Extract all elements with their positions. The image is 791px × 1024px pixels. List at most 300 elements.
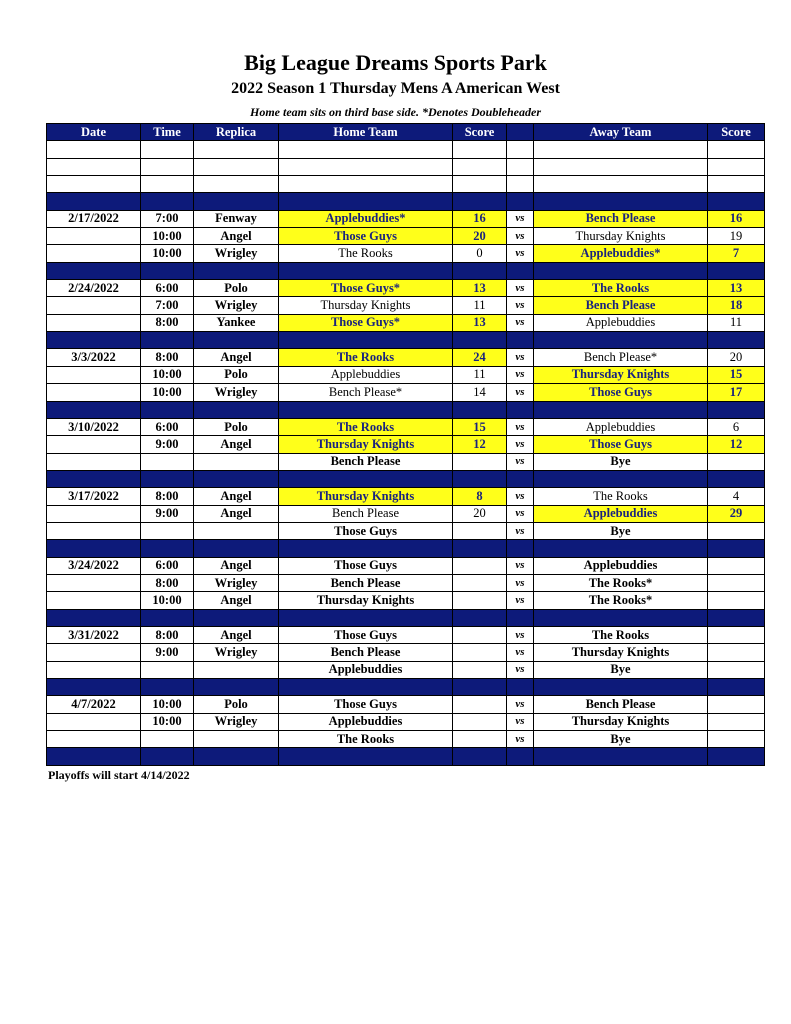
- time-cell: [141, 453, 194, 470]
- away-score-cell: [708, 731, 765, 748]
- band-cell: [708, 332, 765, 349]
- home-team-cell: Applebuddies: [279, 713, 453, 730]
- away-team-cell: Thursday Knights: [534, 366, 708, 383]
- page-title: Big League Dreams Sports Park: [244, 50, 547, 75]
- col-away-score-header: Score: [708, 124, 765, 141]
- band-cell: [279, 262, 453, 279]
- home-team-cell: Those Guys: [279, 522, 453, 539]
- empty-cell: [194, 158, 279, 175]
- band-cell: [47, 679, 141, 696]
- away-team-cell: Those Guys: [534, 436, 708, 453]
- band-cell: [47, 748, 141, 765]
- home-score-cell: 15: [453, 418, 507, 435]
- week-separator-band: [47, 332, 765, 349]
- home-score-cell: 11: [453, 366, 507, 383]
- vs-cell: vs: [507, 522, 534, 539]
- home-team-cell: Those Guys: [279, 557, 453, 574]
- replica-cell: Wrigley: [194, 384, 279, 401]
- vs-cell: vs: [507, 661, 534, 678]
- col-home-team-header: Home Team: [279, 124, 453, 141]
- replica-cell: Wrigley: [194, 644, 279, 661]
- table-row: [47, 696, 765, 713]
- vs-cell: vs: [507, 696, 534, 713]
- home-team-cell: Thursday Knights: [279, 297, 453, 314]
- replica-cell: Angel: [194, 349, 279, 366]
- vs-cell: vs: [507, 557, 534, 574]
- empty-row: [47, 158, 765, 175]
- time-cell: 7:00: [141, 297, 194, 314]
- schedule-table: [46, 123, 765, 766]
- away-team-cell: The Rooks: [534, 280, 708, 297]
- table-row: [47, 522, 765, 539]
- time-cell: 10:00: [141, 384, 194, 401]
- date-cell: [47, 297, 141, 314]
- replica-cell: Angel: [194, 557, 279, 574]
- band-cell: [194, 193, 279, 210]
- band-cell: [708, 193, 765, 210]
- band-cell: [141, 401, 194, 418]
- band-cell: [453, 401, 507, 418]
- home-score-cell: [453, 626, 507, 643]
- away-team-cell: Bye: [534, 731, 708, 748]
- vs-cell: vs: [507, 418, 534, 435]
- empty-cell: [194, 176, 279, 193]
- vs-cell: vs: [507, 228, 534, 245]
- away-team-cell: Bench Please: [534, 210, 708, 227]
- band-cell: [708, 540, 765, 557]
- away-score-cell: 29: [708, 505, 765, 522]
- home-score-cell: [453, 661, 507, 678]
- band-cell: [141, 748, 194, 765]
- vs-cell: vs: [507, 644, 534, 661]
- band-cell: [507, 748, 534, 765]
- time-cell: 6:00: [141, 418, 194, 435]
- empty-cell: [453, 141, 507, 158]
- home-team-cell: The Rooks: [279, 418, 453, 435]
- band-cell: [708, 609, 765, 626]
- away-team-cell: Bye: [534, 661, 708, 678]
- table-row: [47, 418, 765, 435]
- band-cell: [194, 470, 279, 487]
- home-score-cell: [453, 557, 507, 574]
- home-score-cell: 14: [453, 384, 507, 401]
- table-row: [47, 488, 765, 505]
- empty-cell: [453, 158, 507, 175]
- page-note: Home team sits on third base side. *Denotes Doubleheader: [250, 105, 541, 119]
- date-cell: [47, 592, 141, 609]
- away-score-cell: 16: [708, 210, 765, 227]
- home-score-cell: 13: [453, 314, 507, 331]
- band-cell: [507, 262, 534, 279]
- home-score-cell: 13: [453, 280, 507, 297]
- date-cell: 2/24/2022: [47, 280, 141, 297]
- replica-cell: Angel: [194, 626, 279, 643]
- band-cell: [47, 332, 141, 349]
- table-row: [47, 713, 765, 730]
- home-score-cell: 24: [453, 349, 507, 366]
- week-separator-band: [47, 401, 765, 418]
- band-cell: [708, 748, 765, 765]
- band-cell: [47, 193, 141, 210]
- band-cell: [453, 262, 507, 279]
- time-cell: 8:00: [141, 574, 194, 591]
- vs-cell: vs: [507, 488, 534, 505]
- week-separator-band: [47, 193, 765, 210]
- band-cell: [194, 540, 279, 557]
- band-cell: [507, 540, 534, 557]
- replica-cell: Angel: [194, 436, 279, 453]
- time-cell: 10:00: [141, 696, 194, 713]
- band-cell: [507, 193, 534, 210]
- home-score-cell: [453, 696, 507, 713]
- time-cell: 9:00: [141, 436, 194, 453]
- away-score-cell: 11: [708, 314, 765, 331]
- home-team-cell: Those Guys: [279, 228, 453, 245]
- header-row: [47, 124, 765, 141]
- time-cell: 10:00: [141, 245, 194, 262]
- home-score-cell: 20: [453, 228, 507, 245]
- time-cell: 6:00: [141, 557, 194, 574]
- vs-cell: vs: [507, 574, 534, 591]
- band-cell: [141, 470, 194, 487]
- vs-cell: vs: [507, 314, 534, 331]
- band-cell: [47, 401, 141, 418]
- band-cell: [534, 262, 708, 279]
- away-team-cell: Bench Please*: [534, 349, 708, 366]
- band-cell: [453, 193, 507, 210]
- table-row: [47, 731, 765, 748]
- week-separator-band: [47, 470, 765, 487]
- empty-row: [47, 176, 765, 193]
- away-team-cell: Applebuddies: [534, 314, 708, 331]
- home-team-cell: Applebuddies: [279, 661, 453, 678]
- away-team-cell: Applebuddies: [534, 557, 708, 574]
- vs-cell: vs: [507, 210, 534, 227]
- away-score-cell: [708, 661, 765, 678]
- table-row: [47, 626, 765, 643]
- time-cell: 9:00: [141, 505, 194, 522]
- empty-cell: [507, 141, 534, 158]
- date-cell: 4/7/2022: [47, 696, 141, 713]
- date-cell: [47, 644, 141, 661]
- table-row: [47, 228, 765, 245]
- empty-cell: [453, 176, 507, 193]
- empty-cell: [47, 176, 141, 193]
- band-cell: [507, 470, 534, 487]
- table-row: [47, 366, 765, 383]
- home-team-cell: Bench Please: [279, 453, 453, 470]
- band-cell: [453, 679, 507, 696]
- home-team-cell: Bench Please: [279, 505, 453, 522]
- date-cell: [47, 384, 141, 401]
- replica-cell: Polo: [194, 696, 279, 713]
- replica-cell: [194, 661, 279, 678]
- table-row: [47, 453, 765, 470]
- away-score-cell: 20: [708, 349, 765, 366]
- empty-cell: [141, 158, 194, 175]
- empty-cell: [141, 141, 194, 158]
- band-cell: [507, 401, 534, 418]
- away-score-cell: 12: [708, 436, 765, 453]
- week-separator-band: [47, 609, 765, 626]
- date-cell: 3/31/2022: [47, 626, 141, 643]
- col-away-team-header: Away Team: [534, 124, 708, 141]
- band-cell: [47, 609, 141, 626]
- away-score-cell: 19: [708, 228, 765, 245]
- date-cell: [47, 713, 141, 730]
- date-cell: 3/3/2022: [47, 349, 141, 366]
- replica-cell: Angel: [194, 228, 279, 245]
- away-score-cell: 7: [708, 245, 765, 262]
- away-score-cell: [708, 522, 765, 539]
- band-cell: [534, 470, 708, 487]
- time-cell: 8:00: [141, 488, 194, 505]
- vs-cell: vs: [507, 626, 534, 643]
- date-cell: [47, 574, 141, 591]
- date-cell: [47, 505, 141, 522]
- band-cell: [141, 609, 194, 626]
- away-score-cell: 13: [708, 280, 765, 297]
- band-cell: [194, 332, 279, 349]
- away-team-cell: The Rooks: [534, 488, 708, 505]
- band-cell: [507, 609, 534, 626]
- away-team-cell: The Rooks*: [534, 592, 708, 609]
- band-cell: [194, 748, 279, 765]
- table-row: [47, 644, 765, 661]
- band-cell: [194, 401, 279, 418]
- date-cell: [47, 522, 141, 539]
- replica-cell: Angel: [194, 592, 279, 609]
- band-cell: [453, 748, 507, 765]
- vs-cell: vs: [507, 384, 534, 401]
- empty-cell: [279, 141, 453, 158]
- time-cell: 8:00: [141, 349, 194, 366]
- col-replica-header: Replica: [194, 124, 279, 141]
- vs-cell: vs: [507, 297, 534, 314]
- page-subtitle: 2022 Season 1 Thursday Mens A American West: [231, 80, 560, 97]
- home-team-cell: Thursday Knights: [279, 592, 453, 609]
- home-score-cell: 0: [453, 245, 507, 262]
- band-cell: [453, 540, 507, 557]
- time-cell: 10:00: [141, 366, 194, 383]
- vs-cell: vs: [507, 366, 534, 383]
- table-row: [47, 661, 765, 678]
- replica-cell: [194, 453, 279, 470]
- col-date-header: Date: [47, 124, 141, 141]
- table-row: [47, 349, 765, 366]
- home-score-cell: [453, 574, 507, 591]
- time-cell: 8:00: [141, 314, 194, 331]
- empty-cell: [534, 141, 708, 158]
- away-team-cell: Applebuddies: [534, 418, 708, 435]
- replica-cell: Polo: [194, 418, 279, 435]
- away-team-cell: Those Guys: [534, 384, 708, 401]
- replica-cell: Wrigley: [194, 574, 279, 591]
- table-row: [47, 280, 765, 297]
- replica-cell: Wrigley: [194, 297, 279, 314]
- band-cell: [194, 262, 279, 279]
- home-team-cell: Thursday Knights: [279, 436, 453, 453]
- table-row: [47, 436, 765, 453]
- replica-cell: Fenway: [194, 210, 279, 227]
- date-cell: [47, 731, 141, 748]
- home-score-cell: [453, 731, 507, 748]
- band-cell: [279, 679, 453, 696]
- home-score-cell: 20: [453, 505, 507, 522]
- band-cell: [279, 609, 453, 626]
- empty-cell: [194, 141, 279, 158]
- empty-cell: [47, 158, 141, 175]
- col-home-score-header: Score: [453, 124, 507, 141]
- home-team-cell: Those Guys*: [279, 314, 453, 331]
- away-team-cell: Thursday Knights: [534, 644, 708, 661]
- vs-cell: vs: [507, 245, 534, 262]
- time-cell: [141, 522, 194, 539]
- band-cell: [534, 332, 708, 349]
- week-separator-band: [47, 262, 765, 279]
- away-team-cell: The Rooks: [534, 626, 708, 643]
- home-score-cell: 16: [453, 210, 507, 227]
- home-score-cell: [453, 522, 507, 539]
- band-cell: [141, 679, 194, 696]
- home-team-cell: The Rooks: [279, 349, 453, 366]
- replica-cell: Wrigley: [194, 245, 279, 262]
- away-score-cell: 18: [708, 297, 765, 314]
- col-time-header: Time: [141, 124, 194, 141]
- away-team-cell: Thursday Knights: [534, 713, 708, 730]
- table-row: [47, 245, 765, 262]
- time-cell: 8:00: [141, 626, 194, 643]
- band-cell: [141, 193, 194, 210]
- away-team-cell: Bench Please: [534, 696, 708, 713]
- band-cell: [194, 609, 279, 626]
- date-cell: [47, 245, 141, 262]
- band-cell: [47, 262, 141, 279]
- home-score-cell: 12: [453, 436, 507, 453]
- date-cell: 3/24/2022: [47, 557, 141, 574]
- vs-cell: vs: [507, 349, 534, 366]
- band-cell: [534, 540, 708, 557]
- home-team-cell: Bench Please: [279, 574, 453, 591]
- date-cell: [47, 228, 141, 245]
- band-cell: [534, 748, 708, 765]
- away-team-cell: Thursday Knights: [534, 228, 708, 245]
- away-team-cell: Applebuddies: [534, 505, 708, 522]
- band-cell: [453, 609, 507, 626]
- band-cell: [708, 470, 765, 487]
- time-cell: [141, 661, 194, 678]
- home-team-cell: Thursday Knights: [279, 488, 453, 505]
- band-cell: [708, 679, 765, 696]
- vs-cell: vs: [507, 713, 534, 730]
- away-team-cell: Bye: [534, 522, 708, 539]
- home-score-cell: [453, 592, 507, 609]
- band-cell: [534, 401, 708, 418]
- home-team-cell: Applebuddies: [279, 366, 453, 383]
- date-cell: 3/10/2022: [47, 418, 141, 435]
- date-cell: [47, 314, 141, 331]
- table-row: [47, 592, 765, 609]
- replica-cell: Polo: [194, 366, 279, 383]
- home-team-cell: Bench Please*: [279, 384, 453, 401]
- table-row: [47, 297, 765, 314]
- date-cell: [47, 661, 141, 678]
- away-score-cell: [708, 644, 765, 661]
- away-score-cell: [708, 696, 765, 713]
- away-score-cell: 17: [708, 384, 765, 401]
- away-team-cell: Applebuddies*: [534, 245, 708, 262]
- home-team-cell: Applebuddies*: [279, 210, 453, 227]
- home-team-cell: The Rooks: [279, 245, 453, 262]
- band-cell: [141, 332, 194, 349]
- replica-cell: Polo: [194, 280, 279, 297]
- empty-cell: [141, 176, 194, 193]
- replica-cell: Wrigley: [194, 713, 279, 730]
- band-cell: [534, 679, 708, 696]
- away-score-cell: [708, 626, 765, 643]
- empty-cell: [279, 158, 453, 175]
- empty-cell: [507, 158, 534, 175]
- empty-cell: [47, 141, 141, 158]
- band-cell: [141, 540, 194, 557]
- vs-cell: vs: [507, 280, 534, 297]
- band-cell: [507, 332, 534, 349]
- date-cell: [47, 453, 141, 470]
- band-cell: [453, 332, 507, 349]
- band-cell: [194, 679, 279, 696]
- home-score-cell: [453, 453, 507, 470]
- footer-note: Playoffs will start 4/14/2022: [48, 768, 190, 782]
- home-team-cell: The Rooks: [279, 731, 453, 748]
- empty-cell: [534, 176, 708, 193]
- band-cell: [47, 470, 141, 487]
- band-cell: [279, 193, 453, 210]
- date-cell: [47, 366, 141, 383]
- home-team-cell: Those Guys: [279, 696, 453, 713]
- replica-cell: [194, 522, 279, 539]
- empty-cell: [507, 176, 534, 193]
- week-separator-band: [47, 679, 765, 696]
- away-score-cell: [708, 713, 765, 730]
- band-cell: [141, 262, 194, 279]
- date-cell: [47, 436, 141, 453]
- away-score-cell: [708, 574, 765, 591]
- band-cell: [534, 609, 708, 626]
- table-row: [47, 314, 765, 331]
- band-cell: [453, 470, 507, 487]
- table-row: [47, 384, 765, 401]
- time-cell: [141, 731, 194, 748]
- away-score-cell: [708, 592, 765, 609]
- band-cell: [279, 748, 453, 765]
- away-team-cell: Bench Please: [534, 297, 708, 314]
- table-row: [47, 574, 765, 591]
- empty-cell: [708, 158, 765, 175]
- home-score-cell: 8: [453, 488, 507, 505]
- away-team-cell: Bye: [534, 453, 708, 470]
- home-score-cell: [453, 713, 507, 730]
- week-separator-band: [47, 540, 765, 557]
- band-cell: [279, 401, 453, 418]
- time-cell: 10:00: [141, 228, 194, 245]
- empty-cell: [534, 158, 708, 175]
- home-team-cell: Bench Please: [279, 644, 453, 661]
- vs-cell: vs: [507, 592, 534, 609]
- band-cell: [708, 262, 765, 279]
- band-cell: [534, 193, 708, 210]
- away-score-cell: [708, 557, 765, 574]
- replica-cell: Yankee: [194, 314, 279, 331]
